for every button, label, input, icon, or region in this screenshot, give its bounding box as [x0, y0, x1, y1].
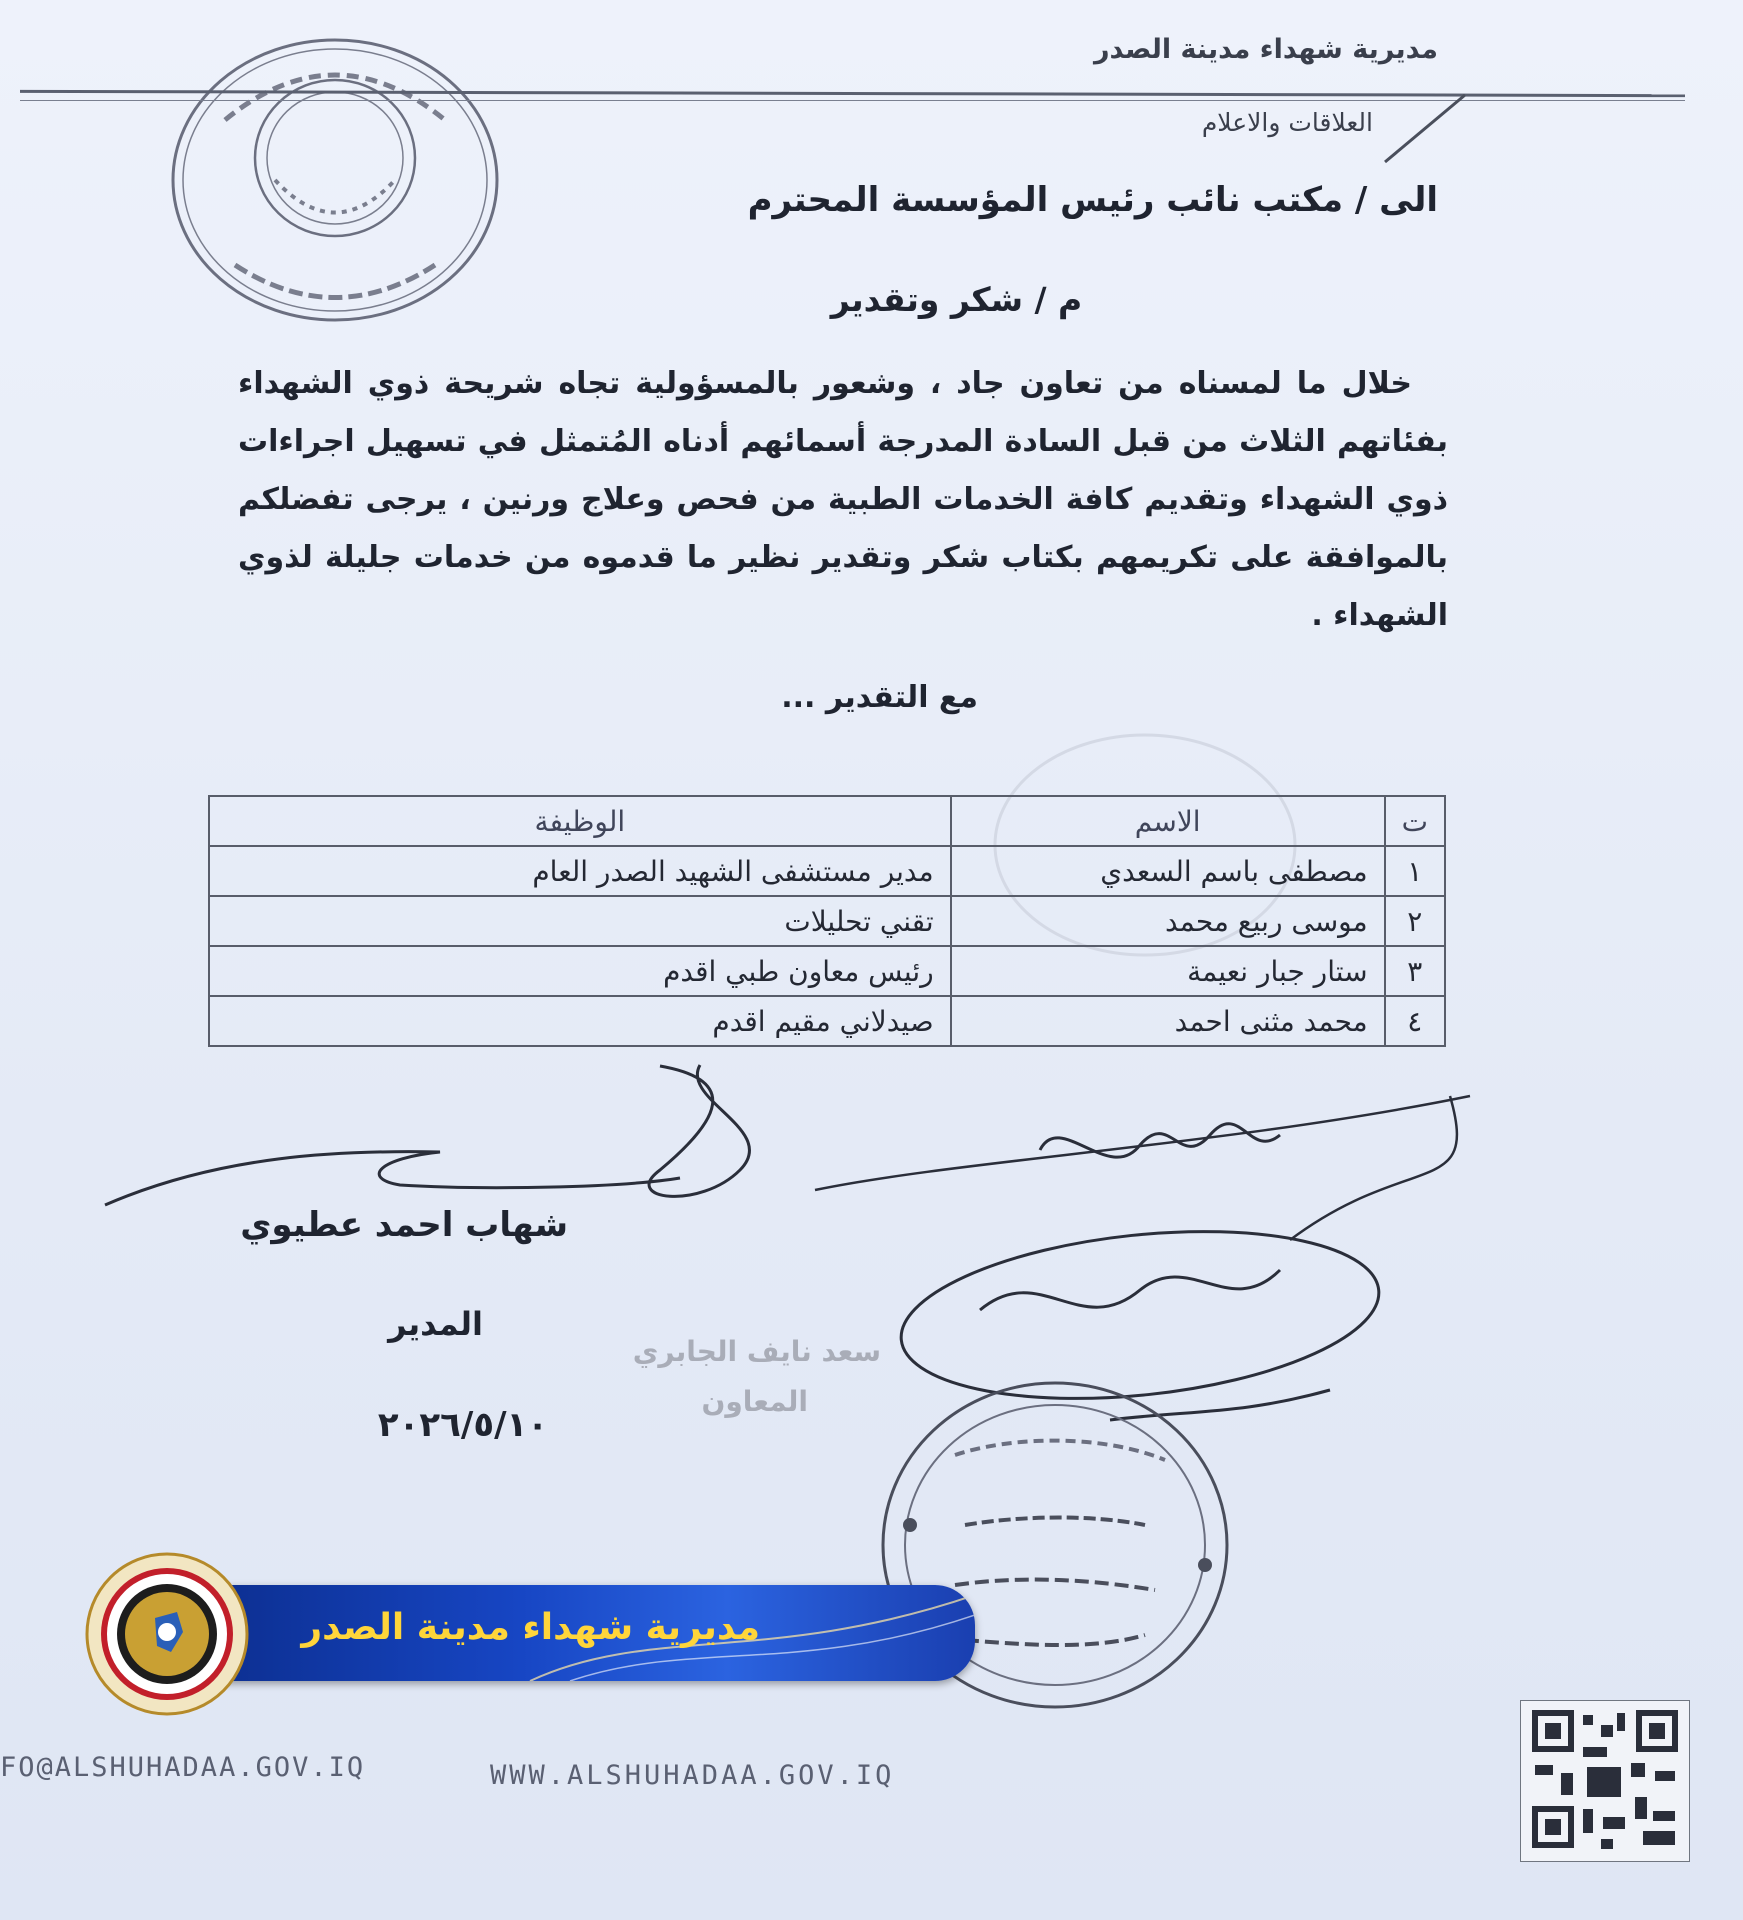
table-row [209, 996, 1445, 1046]
row-job: مدير مستشفى الشهيد الصدر العام [209, 846, 951, 896]
slash-mark-icon [1380, 92, 1470, 167]
footer-email: FO@ALSHUHADAA.GOV.IQ [0, 1752, 366, 1783]
directorate-header: مديرية شهداء مدينة الصدر [1094, 34, 1438, 65]
letter-date: ٢٠٢٦/٥/١٠ [377, 1405, 548, 1445]
banner-title: مديرية شهداء مدينة الصدر [301, 1607, 760, 1648]
table-row [209, 846, 1445, 896]
director-title: المدير [388, 1305, 483, 1343]
table-header-row [209, 796, 1445, 846]
director-name: شهاب احمد عطيوي [240, 1205, 568, 1245]
row-job: رئيس معاون طبي اقدم [209, 946, 951, 996]
closing-line: مع التقدير ... [781, 680, 978, 715]
row-name: محمد مثنى احمد [951, 996, 1385, 1046]
row-number: ٢ [1385, 896, 1445, 946]
staff-table [208, 795, 1446, 1047]
assistant-title: المعاون [701, 1385, 808, 1418]
row-number: ١ [1385, 846, 1445, 896]
director-signature-icon [100, 1060, 760, 1220]
row-name: موسى ربيع محمد [951, 896, 1385, 946]
row-job: تقني تحليلات [209, 896, 951, 946]
table-row [209, 896, 1445, 946]
row-number: ٤ [1385, 996, 1445, 1046]
row-number: ٣ [1385, 946, 1445, 996]
header-name: الاسم [951, 796, 1385, 846]
letter-body: خلال ما لمسناه من تعاون جاد ، وشعور بالمسؤولية تجاه شريحة ذوي الشهداء بفئاتهم الثلاث من قبل السادة المدرجة أسمائهم أدناه المُتمثل في تسهيل اجراءات ذوي الشهداء وتقديم كافة الخدمات الطبية من فحص وعلاج ورنين ، يرجى تفضلكم بالموافقة على تكريمهم بكتاب شكر وتقدير نظير ما قدموه من خدمات جليلة لذوي الشهداء . [238, 366, 1448, 633]
addressee: الى / مكتب نائب رئيس المؤسسة المحترم [747, 180, 1438, 220]
table-row [209, 946, 1445, 996]
directorate-banner [150, 1585, 975, 1681]
footer-website: WWW.ALSHUHADAA.GOV.IQ [490, 1760, 895, 1791]
header-number: ت [1385, 796, 1445, 846]
header-job: الوظيفة [209, 796, 951, 846]
department-label: العلاقات والاعلام [1201, 108, 1373, 137]
row-name: مصطفى باسم السعدي [951, 846, 1385, 896]
subject-line: م / شكر وتقدير [830, 280, 1083, 319]
row-name: ستار جبار نعيمة [951, 946, 1385, 996]
row-job: صيدلاني مقيم اقدم [209, 996, 951, 1046]
assistant-name: سعد نايف الجابري [632, 1335, 881, 1368]
iraq-emblem-logo-icon [85, 1552, 250, 1717]
qr-code-icon [1520, 1700, 1690, 1862]
